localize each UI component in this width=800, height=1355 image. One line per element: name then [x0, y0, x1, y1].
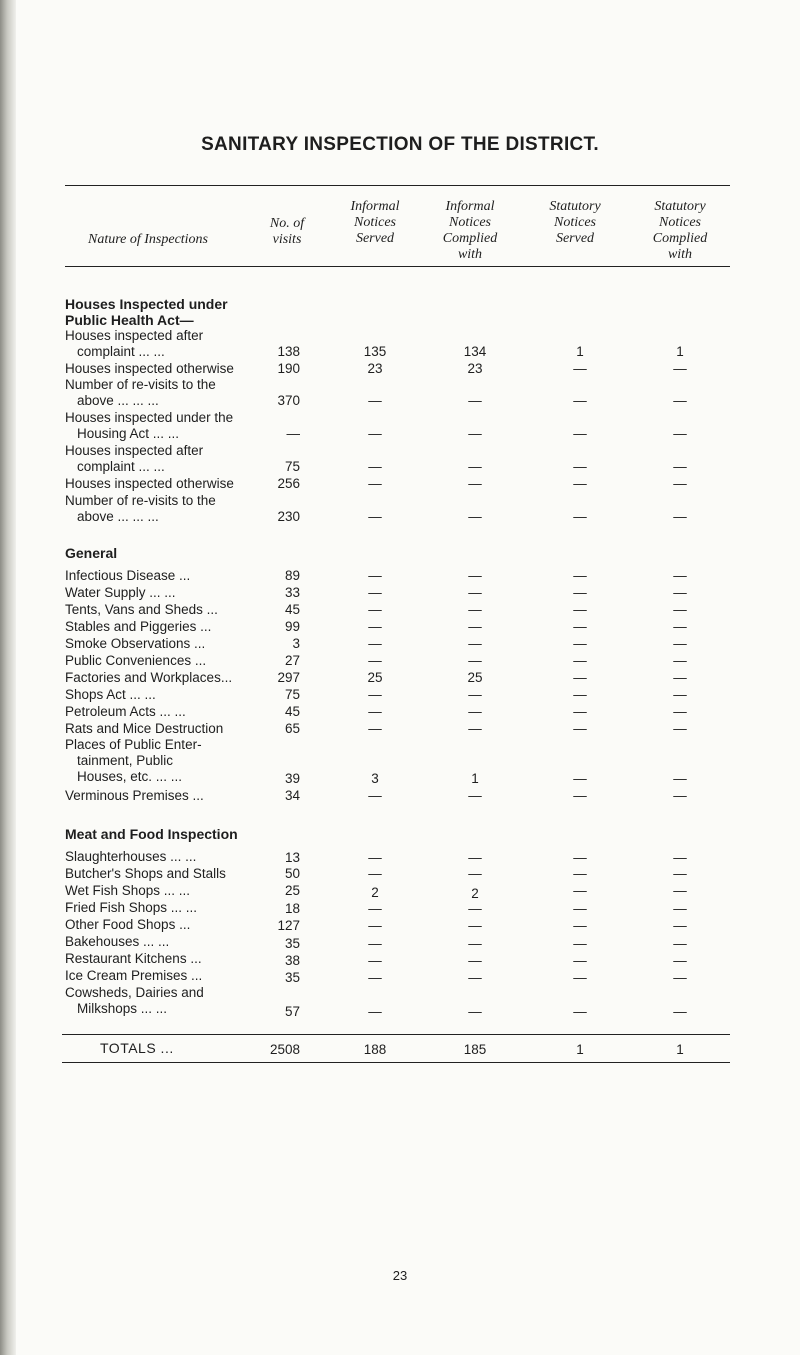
cell-informal-complied: — — [468, 653, 482, 668]
row-label: Other Food Shops ... — [65, 917, 191, 932]
page-edge-shadow — [0, 0, 16, 1355]
cell-informal-served: — — [368, 721, 382, 736]
cell-statutory-served: — — [573, 953, 587, 968]
header-visits-line1: No. of — [269, 216, 305, 231]
cell-visits: 45 — [284, 602, 300, 617]
cell-informal-served: — — [368, 653, 382, 668]
cell-statutory-complied: — — [673, 1004, 687, 1019]
row-label: Water Supply ... ... — [65, 585, 176, 600]
header-statutory-complied-line3: Complied — [652, 231, 708, 246]
cell-informal-served: 23 — [367, 361, 383, 376]
cell-informal-complied: — — [468, 393, 482, 408]
cell-statutory-complied: — — [673, 866, 687, 881]
cell-visits: 190 — [277, 361, 300, 376]
row-label: Wet Fish Shops ... ... — [65, 883, 191, 898]
cell-visits: 256 — [277, 476, 300, 491]
cell-visits: 39 — [284, 771, 300, 786]
row-label: Stables and Piggeries ... — [65, 619, 212, 634]
totals-informal-served: 188 — [363, 1042, 387, 1057]
totals-bottom-rule — [62, 1062, 730, 1063]
row-label: Tents, Vans and Sheds ... — [65, 602, 218, 617]
cell-statutory-served: — — [573, 476, 587, 491]
cell-visits: 27 — [284, 653, 300, 668]
totals-informal-complied: 185 — [463, 1042, 487, 1057]
header-informal-complied-line4: with — [457, 247, 483, 262]
row-label-line: complaint ... ... — [77, 459, 165, 474]
header-informal-complied-line3: Complied — [442, 231, 498, 246]
cell-informal-served: — — [368, 687, 382, 702]
cell-visits: 89 — [284, 568, 300, 583]
cell-informal-complied: 2 — [471, 886, 479, 901]
cell-visits: 35 — [284, 936, 300, 951]
cell-informal-served: — — [368, 936, 382, 951]
row-label-line: Places of Public Enter- — [65, 737, 202, 752]
cell-visits: 370 — [277, 393, 300, 408]
header-top-rule — [65, 185, 730, 186]
cell-informal-served: — — [368, 850, 382, 865]
cell-visits: 13 — [284, 850, 300, 865]
header-informal-served-line1: Informal — [350, 199, 400, 214]
cell-statutory-complied: — — [673, 936, 687, 951]
totals-visits: 2508 — [269, 1042, 300, 1057]
cell-statutory-complied: — — [673, 687, 687, 702]
cell-visits: 230 — [277, 509, 300, 524]
row-label: Infectious Disease ... — [65, 568, 191, 583]
cell-informal-complied: — — [468, 687, 482, 702]
cell-statutory-served: — — [573, 771, 587, 786]
cell-statutory-served: — — [573, 866, 587, 881]
cell-statutory-complied: — — [673, 721, 687, 736]
cell-informal-complied: 23 — [467, 361, 483, 376]
cell-statutory-served: — — [573, 788, 587, 803]
section-heading-line: Public Health Act— — [65, 312, 194, 328]
totals-label: TOTALS ... — [100, 1040, 174, 1056]
cell-informal-served: — — [368, 788, 382, 803]
row-label-line: complaint ... ... — [77, 344, 165, 359]
cell-visits: 45 — [284, 704, 300, 719]
cell-informal-served: — — [368, 953, 382, 968]
cell-statutory-served: — — [573, 602, 587, 617]
cell-statutory-served: — — [573, 687, 587, 702]
row-label-line: Houses inspected after — [65, 328, 204, 343]
header-statutory-complied-line2: Notices — [659, 215, 701, 230]
cell-visits: 33 — [284, 585, 300, 600]
row-label-line: above ... ... ... — [77, 509, 159, 524]
cell-informal-complied: — — [468, 970, 482, 985]
cell-informal-served: — — [368, 866, 382, 881]
row-label: Ice Cream Premises ... — [65, 968, 203, 983]
cell-visits: — — [286, 426, 300, 441]
cell-visits: 25 — [284, 883, 300, 898]
cell-informal-complied: — — [468, 509, 482, 524]
page-number: 23 — [392, 1268, 408, 1283]
totals-top-rule — [62, 1034, 730, 1035]
cell-statutory-complied: — — [673, 426, 687, 441]
row-label-line: Cowsheds, Dairies and — [65, 985, 204, 1000]
cell-statutory-complied: 1 — [676, 344, 684, 359]
cell-informal-complied: 1 — [471, 771, 479, 786]
cell-informal-served: 25 — [367, 670, 383, 685]
row-label-line: Number of re-visits to the — [65, 377, 216, 392]
cell-informal-served: — — [368, 568, 382, 583]
cell-informal-served: — — [368, 970, 382, 985]
cell-informal-complied: — — [468, 704, 482, 719]
cell-statutory-complied: — — [673, 771, 687, 786]
cell-visits: 3 — [292, 636, 300, 651]
header-nature-text: Nature of Inspections — [87, 232, 209, 247]
cell-informal-served: — — [368, 393, 382, 408]
cell-statutory-complied: — — [673, 361, 687, 376]
cell-informal-complied: — — [468, 476, 482, 491]
cell-visits: 50 — [284, 866, 300, 881]
cell-informal-complied: — — [468, 721, 482, 736]
cell-statutory-served: — — [573, 970, 587, 985]
row-label-line: Houses inspected under the — [65, 410, 234, 425]
section-heading-line: Houses Inspected under — [65, 296, 228, 312]
header-visits-line2: visits — [272, 232, 302, 247]
cell-statutory-served: — — [573, 509, 587, 524]
cell-informal-complied: — — [468, 936, 482, 951]
cell-informal-served: — — [368, 476, 382, 491]
row-label-line: Houses inspected otherwise — [65, 361, 234, 376]
cell-visits: 138 — [277, 344, 300, 359]
section-heading-general: General — [65, 545, 118, 561]
cell-informal-served: — — [368, 459, 382, 474]
cell-informal-complied: — — [468, 850, 482, 865]
cell-statutory-complied: — — [673, 788, 687, 803]
cell-statutory-complied: — — [673, 585, 687, 600]
header-bottom-rule — [65, 266, 730, 267]
cell-informal-complied: — — [468, 568, 482, 583]
row-label-line: Housing Act ... ... — [77, 426, 180, 441]
cell-statutory-served: — — [573, 1004, 587, 1019]
cell-statutory-complied: — — [673, 953, 687, 968]
cell-statutory-served: — — [573, 901, 587, 916]
row-label-line: Number of re-visits to the — [65, 493, 216, 508]
cell-statutory-complied: — — [673, 970, 687, 985]
cell-statutory-complied: — — [673, 602, 687, 617]
section-heading-public-health — [65, 296, 305, 328]
header-informal-served-line2: Notices — [354, 215, 396, 230]
cell-visits: 127 — [277, 918, 300, 933]
cell-statutory-complied: — — [673, 850, 687, 865]
cell-statutory-complied: — — [673, 568, 687, 583]
cell-informal-served: 135 — [363, 344, 387, 359]
row-label: Restaurant Kitchens ... — [65, 951, 202, 966]
cell-statutory-served: — — [573, 850, 587, 865]
cell-statutory-complied: — — [673, 670, 687, 685]
cell-visits: 75 — [284, 459, 300, 474]
header-statutory-complied-line4: with — [667, 247, 693, 262]
cell-informal-served: — — [368, 426, 382, 441]
cell-statutory-served: — — [573, 426, 587, 441]
header-informal-complied-line2: Notices — [449, 215, 491, 230]
cell-statutory-complied: — — [673, 476, 687, 491]
cell-visits: 75 — [284, 687, 300, 702]
cell-visits: 34 — [284, 788, 300, 803]
cell-informal-complied: — — [468, 619, 482, 634]
cell-informal-complied: 25 — [467, 670, 483, 685]
cell-statutory-served: — — [573, 459, 587, 474]
cell-statutory-complied: — — [673, 918, 687, 933]
cell-informal-served: — — [368, 585, 382, 600]
cell-informal-served: — — [368, 901, 382, 916]
cell-visits: 99 — [284, 619, 300, 634]
header-statutory-served-line3: Served — [555, 231, 595, 246]
cell-visits: 65 — [284, 721, 300, 736]
cell-informal-complied: — — [468, 901, 482, 916]
cell-informal-served: 2 — [371, 885, 379, 900]
cell-visits: 297 — [277, 670, 300, 685]
cell-statutory-complied: — — [673, 901, 687, 916]
header-informal-complied — [420, 199, 520, 263]
header-statutory-complied-line1: Statutory — [654, 199, 706, 214]
row-label: Bakehouses ... ... — [65, 934, 170, 949]
header-visits — [252, 216, 322, 248]
totals-statutory-complied: 1 — [676, 1042, 684, 1057]
cell-informal-served: — — [368, 1004, 382, 1019]
row-label: Smoke Observations ... — [65, 636, 206, 651]
cell-statutory-served: — — [573, 393, 587, 408]
cell-informal-complied: — — [468, 1004, 482, 1019]
row-label: Fried Fish Shops ... ... — [65, 900, 198, 915]
header-statutory-served-line1: Statutory — [549, 199, 601, 214]
cell-informal-complied: — — [468, 426, 482, 441]
row-label: Factories and Workplaces... — [65, 670, 233, 685]
header-statutory-served-line2: Notices — [554, 215, 596, 230]
cell-informal-complied: — — [468, 953, 482, 968]
cell-statutory-served: — — [573, 670, 587, 685]
cell-informal-complied: — — [468, 866, 482, 881]
cell-statutory-served: 1 — [576, 344, 584, 359]
row-label: Slaughterhouses ... ... — [65, 849, 197, 864]
row-label-line: Houses, etc. ... ... — [77, 769, 183, 784]
header-statutory-complied — [625, 199, 735, 263]
cell-informal-served: 3 — [371, 771, 379, 786]
cell-statutory-complied: — — [673, 653, 687, 668]
cell-statutory-served: — — [573, 361, 587, 376]
cell-statutory-served: — — [573, 636, 587, 651]
row-label-line: Milkshops ... ... — [77, 1001, 168, 1016]
cell-statutory-served: — — [573, 653, 587, 668]
cell-statutory-complied: — — [673, 509, 687, 524]
cell-visits: 57 — [284, 1004, 300, 1019]
cell-statutory-served: — — [573, 936, 587, 951]
cell-visits: 35 — [284, 970, 300, 985]
cell-informal-served: — — [368, 636, 382, 651]
cell-statutory-served: — — [573, 883, 587, 898]
cell-statutory-complied: — — [673, 619, 687, 634]
cell-informal-complied: 134 — [463, 344, 487, 359]
cell-informal-complied: — — [468, 636, 482, 651]
cell-informal-complied: — — [468, 788, 482, 803]
row-label: Public Conveniences ... — [65, 653, 207, 668]
header-nature — [58, 232, 238, 248]
cell-informal-served: — — [368, 509, 382, 524]
header-informal-served-line3: Served — [355, 231, 395, 246]
cell-informal-served: — — [368, 602, 382, 617]
totals-statutory-served: 1 — [576, 1042, 584, 1057]
row-label: Rats and Mice Destruction — [65, 721, 224, 736]
cell-informal-served: — — [368, 918, 382, 933]
cell-statutory-complied: — — [673, 393, 687, 408]
cell-informal-served: — — [368, 619, 382, 634]
cell-informal-served: — — [368, 704, 382, 719]
header-statutory-served — [525, 199, 625, 247]
row-label-line: above ... ... ... — [77, 393, 159, 408]
header-informal-served — [330, 199, 420, 247]
cell-statutory-served: — — [573, 585, 587, 600]
header-informal-complied-line1: Informal — [445, 199, 495, 214]
row-label-line: tainment, Public — [77, 753, 174, 768]
cell-informal-complied: — — [468, 459, 482, 474]
page-title: SANITARY INSPECTION OF THE DISTRICT. — [201, 134, 599, 155]
cell-visits: 38 — [284, 953, 300, 968]
cell-informal-complied: — — [468, 918, 482, 933]
row-label: Shops Act ... ... — [65, 687, 156, 702]
cell-statutory-served: — — [573, 568, 587, 583]
cell-statutory-complied: — — [673, 883, 687, 898]
row-label: Verminous Premises ... — [65, 788, 204, 803]
section-heading-meat-food: Meat and Food Inspection — [65, 826, 238, 842]
cell-visits: 18 — [284, 901, 300, 916]
row-label-line: Houses inspected after — [65, 443, 204, 458]
cell-informal-complied: — — [468, 602, 482, 617]
cell-statutory-served: — — [573, 721, 587, 736]
cell-statutory-served: — — [573, 704, 587, 719]
cell-statutory-complied: — — [673, 704, 687, 719]
cell-statutory-served: — — [573, 619, 587, 634]
cell-informal-complied: — — [468, 585, 482, 600]
row-label: Petroleum Acts ... ... — [65, 704, 186, 719]
cell-statutory-complied: — — [673, 459, 687, 474]
row-label-line: Houses inspected otherwise — [65, 476, 234, 491]
row-label: Butcher's Shops and Stalls — [65, 866, 226, 881]
cell-statutory-served: — — [573, 918, 587, 933]
cell-statutory-complied: — — [673, 636, 687, 651]
